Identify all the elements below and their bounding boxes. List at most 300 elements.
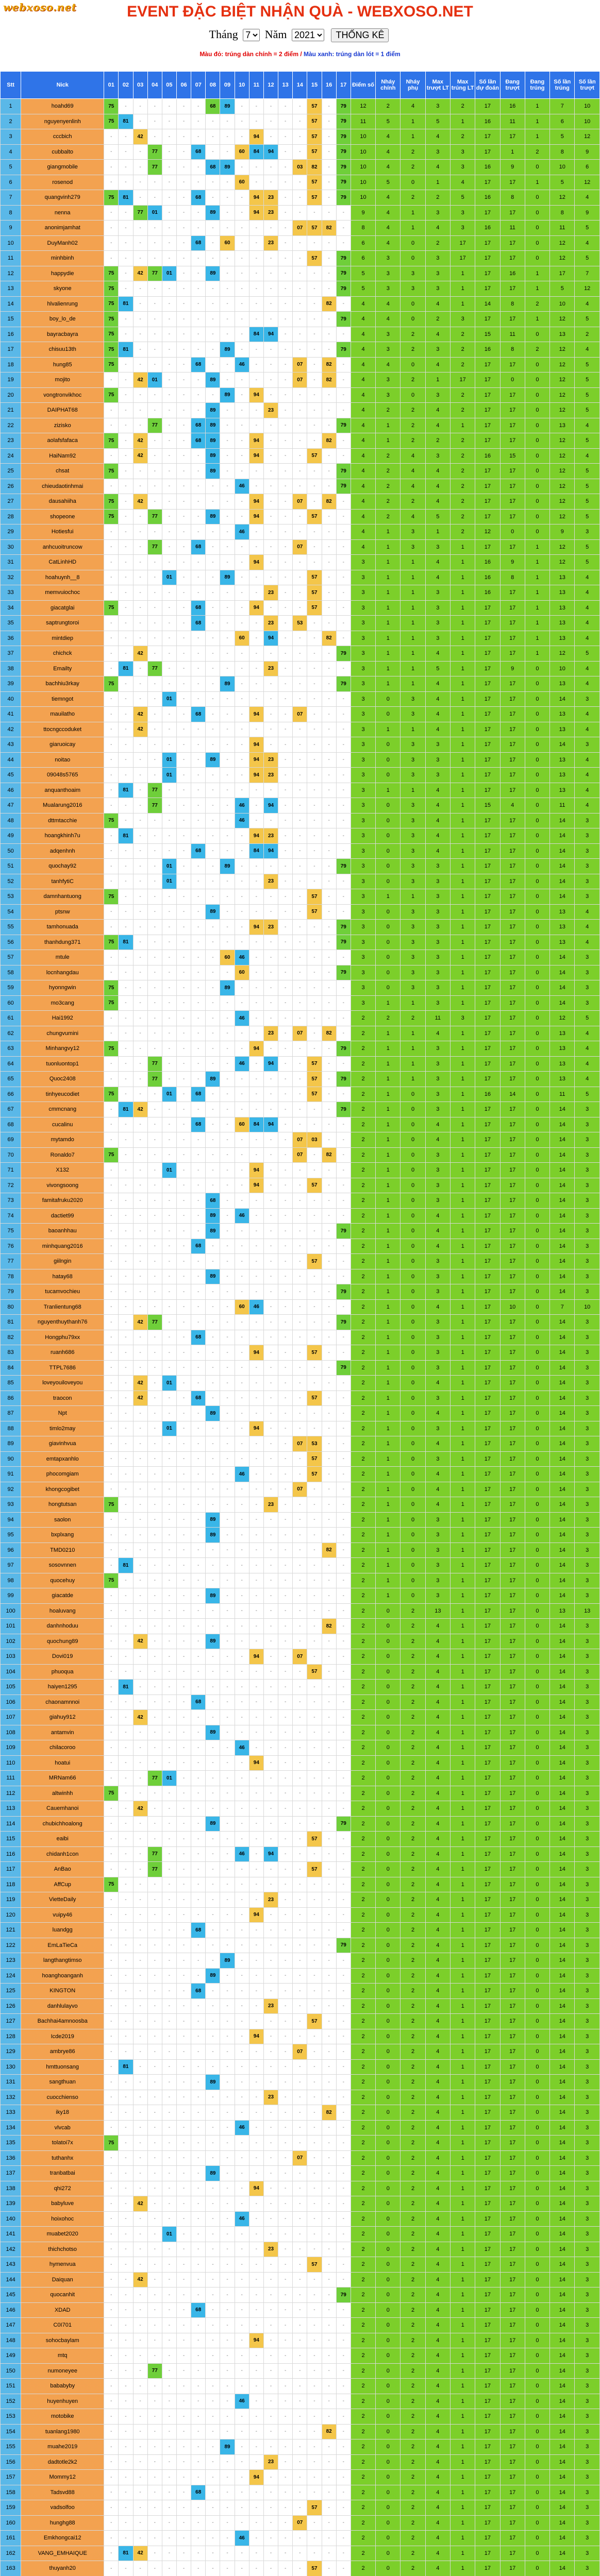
row-nick[interactable]: mtq	[21, 2348, 104, 2364]
row-nick[interactable]: anhcuoitruncow	[21, 539, 104, 555]
miss-cell: -	[307, 1649, 322, 1665]
row-stat: 0	[525, 1771, 549, 1786]
row-nick[interactable]: tinhyeucodiet	[21, 1087, 104, 1102]
row-nick[interactable]: huyenhuyen	[21, 2394, 104, 2409]
row-nick[interactable]: numoneyee	[21, 2363, 104, 2379]
row-nick[interactable]: cuocchienso	[21, 2090, 104, 2105]
row-nick[interactable]: altwinhh	[21, 1786, 104, 1801]
row-nick[interactable]: boy_lo_de	[21, 312, 104, 327]
miss-cell: -	[336, 1588, 351, 1604]
row-nick[interactable]: AffCup	[21, 1877, 104, 1892]
miss-cell: -	[322, 1421, 336, 1436]
row-nick[interactable]: traocon	[21, 1391, 104, 1406]
row-nick[interactable]: tuthanhx	[21, 2150, 104, 2166]
row-nick[interactable]: Npt	[21, 1406, 104, 1421]
row-nick[interactable]: Ronaldo7	[21, 1147, 104, 1163]
row-nick[interactable]: vuipy46	[21, 1907, 104, 1923]
row-nick[interactable]: dausahiiha	[21, 494, 104, 510]
row-nick[interactable]: shopeone	[21, 509, 104, 524]
miss-cell: -	[293, 798, 307, 814]
row-nick[interactable]: ambrye86	[21, 2044, 104, 2060]
row-nick[interactable]: DAIPHAT68	[21, 403, 104, 418]
row-nick[interactable]: mytamdo	[21, 1132, 104, 1148]
hit-cell: 01	[162, 691, 176, 707]
miss-cell: -	[104, 828, 119, 844]
row-nick[interactable]: VANG_EMHAIQUE	[21, 2546, 104, 2561]
row-nick[interactable]: Emkhongcai12	[21, 2531, 104, 2546]
row-nick[interactable]: emtapxanhlo	[21, 1451, 104, 1467]
table-row	[1, 813, 600, 828]
row-nick[interactable]: tucamvochieu	[21, 1284, 104, 1300]
row-nick[interactable]: hunghg88	[21, 2515, 104, 2531]
hit-cell: 57	[307, 251, 322, 266]
miss-cell: -	[191, 1497, 206, 1513]
miss-cell: -	[322, 1680, 336, 1695]
row-stat: 17	[475, 1254, 500, 1269]
row-nick[interactable]: skyone	[21, 281, 104, 297]
row-nick[interactable]: danhlulayvo	[21, 1998, 104, 2014]
row-nick[interactable]: Hotiesfui	[21, 524, 104, 540]
miss-cell: -	[235, 2546, 249, 2561]
row-stat: 3	[575, 813, 600, 828]
row-nick[interactable]: VietteDaily	[21, 1892, 104, 1908]
row-nick[interactable]: chsat	[21, 464, 104, 479]
miss-cell: -	[220, 1755, 235, 1771]
miss-cell: -	[235, 2363, 249, 2379]
row-stat: 2	[351, 1117, 375, 1132]
miss-cell: -	[249, 2257, 263, 2273]
row-stat: 1	[376, 889, 401, 905]
row-nick[interactable]: saolon	[21, 1512, 104, 1528]
row-nick[interactable]: quangvinh279	[21, 190, 104, 206]
row-nick[interactable]: hoaluvang	[21, 1603, 104, 1619]
row-stt: 51	[1, 859, 21, 874]
miss-cell: -	[322, 235, 336, 251]
row-nick[interactable]: giilngin	[21, 1254, 104, 1269]
row-nick[interactable]: giacatde	[21, 1588, 104, 1604]
row-stat: 1	[450, 296, 475, 312]
row-stat: 0	[376, 920, 401, 935]
row-stat: 17	[475, 1345, 500, 1361]
row-nick[interactable]: DuyManh02	[21, 235, 104, 251]
row-stat: 14	[550, 1117, 575, 1132]
miss-cell: -	[191, 904, 206, 920]
miss-cell: -	[176, 2120, 191, 2136]
miss-cell: -	[162, 129, 176, 145]
row-nick[interactable]: hoixohoc	[21, 2211, 104, 2227]
row-nick[interactable]: minhbinh	[21, 251, 104, 266]
row-nick[interactable]: HaiNam92	[21, 448, 104, 464]
row-nick[interactable]: TMD0210	[21, 1543, 104, 1558]
row-nick[interactable]: cucalinu	[21, 1117, 104, 1132]
row-stat: 4	[575, 904, 600, 920]
row-nick[interactable]: qhi272	[21, 2181, 104, 2196]
row-nick[interactable]: chungvumini	[21, 1026, 104, 1041]
row-nick[interactable]: hoanghoanganh	[21, 1968, 104, 1984]
row-stat: 4	[425, 1132, 450, 1148]
row-nick[interactable]: nguyenyenlinh	[21, 114, 104, 129]
miss-cell: -	[104, 874, 119, 889]
row-nick[interactable]: timlo2may	[21, 1421, 104, 1436]
stats-submit-button[interactable]: THỐNG KÊ	[331, 28, 389, 42]
row-nick[interactable]: tranbatbai	[21, 2166, 104, 2181]
row-stat: 2	[351, 1832, 375, 1847]
miss-cell: -	[336, 631, 351, 646]
miss-cell: -	[162, 2485, 176, 2500]
miss-cell: -	[278, 1740, 293, 1756]
row-stat: 2	[525, 144, 549, 160]
row-nick[interactable]: Minhangvy12	[21, 1041, 104, 1057]
row-nick[interactable]: Dovi019	[21, 1649, 104, 1665]
row-nick[interactable]: giangmobile	[21, 160, 104, 175]
table-row	[1, 1923, 600, 1938]
row-nick[interactable]: chubichhoalong	[21, 1816, 104, 1832]
miss-cell: -	[322, 2242, 336, 2257]
miss-cell: -	[220, 828, 235, 844]
row-nick[interactable]: langthangtimso	[21, 1953, 104, 1969]
miss-cell: -	[104, 2546, 119, 2561]
row-nick[interactable]: antamvin	[21, 1725, 104, 1740]
row-stat: 1	[376, 1467, 401, 1482]
row-nick[interactable]: zizisko	[21, 418, 104, 433]
row-nick[interactable]: tanhfytiC	[21, 874, 104, 889]
row-nick[interactable]: vlvcab	[21, 2120, 104, 2136]
row-nick[interactable]: loveyouiloveyou	[21, 1376, 104, 1391]
row-nick[interactable]: phuoqua	[21, 1664, 104, 1680]
row-nick[interactable]: chieudaotinhmai	[21, 479, 104, 494]
row-nick[interactable]: vongtronvikhoc	[21, 387, 104, 403]
row-stat: 11	[500, 327, 525, 342]
row-stat: 2	[351, 1907, 375, 1923]
table-row	[1, 950, 600, 965]
miss-cell: -	[104, 2348, 119, 2364]
row-stat: 17	[475, 1421, 500, 1436]
row-nick[interactable]: quochung89	[21, 1634, 104, 1649]
row-nick[interactable]: ttocngccoduket	[21, 722, 104, 737]
row-stat: 0	[525, 509, 549, 524]
miss-cell: -	[162, 2105, 176, 2121]
row-nick[interactable]: famitafruku2020	[21, 1193, 104, 1209]
miss-cell: -	[293, 144, 307, 160]
miss-cell: -	[147, 190, 162, 206]
miss-cell: -	[147, 1786, 162, 1801]
row-nick[interactable]: KINGTON	[21, 1984, 104, 1999]
row-nick[interactable]: tamhonuada	[21, 920, 104, 935]
row-stat: 0	[500, 372, 525, 388]
miss-cell: -	[176, 1178, 191, 1193]
row-nick[interactable]: Quoc2408	[21, 1072, 104, 1087]
row-stt: 143	[1, 2257, 21, 2273]
row-nick[interactable]: Daiquan	[21, 2272, 104, 2287]
row-nick[interactable]: Mualarung2016	[21, 798, 104, 814]
row-nick[interactable]: giaruoicay	[21, 737, 104, 753]
row-nick[interactable]: bxplxang	[21, 1528, 104, 1543]
miss-cell: -	[307, 1026, 322, 1041]
row-stat: 1	[525, 129, 549, 145]
row-nick[interactable]: thichchotso	[21, 2242, 104, 2257]
miss-cell: -	[191, 2136, 206, 2151]
miss-cell: -	[336, 2211, 351, 2227]
row-nick[interactable]: chisuu13th	[21, 342, 104, 358]
row-stat: 0	[376, 2272, 401, 2287]
miss-cell: -	[235, 843, 249, 859]
table-row	[1, 1573, 600, 1588]
row-nick[interactable]: mtule	[21, 950, 104, 965]
row-nick[interactable]: anquanthoaim	[21, 783, 104, 798]
row-nick[interactable]: haiyen1295	[21, 1680, 104, 1695]
row-nick[interactable]: giavinhvua	[21, 1436, 104, 1452]
row-nick[interactable]: muabet2020	[21, 2227, 104, 2242]
row-nick[interactable]: tiemngot	[21, 691, 104, 707]
row-nick[interactable]: hoangkhinh7u	[21, 828, 104, 844]
row-nick[interactable]: hymenvua	[21, 2257, 104, 2273]
row-nick[interactable]: happydie	[21, 266, 104, 281]
miss-cell: -	[263, 2424, 278, 2439]
row-stat: 0	[525, 1406, 549, 1421]
row-nick[interactable]: dactiet99	[21, 1208, 104, 1224]
row-nick[interactable]: Cauemhanoi	[21, 1801, 104, 1817]
miss-cell: -	[235, 1573, 249, 1588]
miss-cell: -	[249, 312, 263, 327]
row-stat: 3	[575, 1680, 600, 1695]
row-nick[interactable]: saptrungtoroi	[21, 616, 104, 631]
row-stat: 2	[351, 2211, 375, 2227]
row-nick[interactable]: hatay68	[21, 1269, 104, 1284]
row-nick[interactable]: mauilatho	[21, 707, 104, 722]
row-nick[interactable]: adqenhnh	[21, 843, 104, 859]
row-nick[interactable]: tolatoi7x	[21, 2136, 104, 2151]
row-nick[interactable]: aolafsfafaca	[21, 433, 104, 449]
hit-cell: 68	[191, 1117, 206, 1132]
row-nick[interactable]: EmLaTieCa	[21, 1938, 104, 1953]
row-stt: 122	[1, 1938, 21, 1953]
row-stat: 12	[550, 357, 575, 372]
miss-cell: -	[162, 1072, 176, 1087]
miss-cell: -	[133, 555, 147, 570]
miss-cell: -	[336, 1208, 351, 1224]
row-nick[interactable]: cmmcnang	[21, 1102, 104, 1117]
row-stat: 14	[550, 1512, 575, 1528]
row-nick[interactable]: hoatui	[21, 1755, 104, 1771]
row-nick[interactable]: rosenod	[21, 175, 104, 190]
row-nick[interactable]: minhquang2016	[21, 1239, 104, 1254]
hit-cell: 79	[336, 144, 351, 160]
miss-cell: -	[162, 1680, 176, 1695]
row-nick[interactable]: thuyanh20	[21, 2561, 104, 2576]
row-stat: 11	[500, 221, 525, 236]
row-nick[interactable]: Mommy12	[21, 2470, 104, 2485]
row-stat: 13	[550, 600, 575, 616]
hit-cell: 42	[133, 129, 147, 145]
row-stat: 11	[351, 114, 375, 129]
row-nick[interactable]: iky18	[21, 2105, 104, 2121]
row-stat: 2	[351, 1877, 375, 1892]
row-stat: 17	[475, 2227, 500, 2242]
row-stat: 0	[401, 1178, 425, 1193]
row-nick[interactable]: Hongphu79xx	[21, 1330, 104, 1345]
miss-cell: -	[119, 965, 133, 980]
row-stat: 17	[475, 783, 500, 798]
row-nick[interactable]: anonimjamhat	[21, 221, 104, 236]
row-nick[interactable]: Tranlientung68	[21, 1299, 104, 1315]
row-nick[interactable]: nguyenthuythanh76	[21, 1315, 104, 1330]
miss-cell: -	[220, 2166, 235, 2181]
miss-cell: -	[104, 1558, 119, 1573]
miss-cell: -	[249, 1984, 263, 1999]
row-nick[interactable]: dadtotle2k2	[21, 2454, 104, 2470]
row-nick[interactable]: khongcogibet	[21, 1482, 104, 1497]
hit-cell: 94	[249, 129, 263, 145]
row-stt: 86	[1, 1391, 21, 1406]
month-select[interactable]	[243, 29, 260, 41]
row-nick[interactable]: memvuiochoc	[21, 585, 104, 601]
miss-cell: -	[119, 2272, 133, 2287]
row-nick[interactable]: chilacoroo	[21, 1740, 104, 1756]
row-nick[interactable]: mojito	[21, 372, 104, 388]
miss-cell: -	[249, 1771, 263, 1786]
hit-cell: 89	[206, 1224, 220, 1239]
row-stat: 1	[450, 1193, 475, 1209]
row-nick[interactable]: sosovnnen	[21, 1558, 104, 1573]
row-nick[interactable]: giahuy912	[21, 1710, 104, 1725]
row-nick[interactable]: XDAD	[21, 2302, 104, 2318]
row-nick[interactable]: tuanlang1980	[21, 2424, 104, 2439]
row-nick[interactable]: hyonngwin	[21, 980, 104, 996]
row-nick[interactable]: eaibi	[21, 1832, 104, 1847]
row-nick[interactable]: ptsnw	[21, 904, 104, 920]
row-nick[interactable]: Icde2019	[21, 2029, 104, 2044]
row-nick[interactable]: nenna	[21, 205, 104, 221]
miss-cell: -	[220, 722, 235, 737]
row-stat: 11	[550, 221, 575, 236]
row-stat: 17	[475, 1224, 500, 1239]
row-nick[interactable]: Bachhai4amnoosba	[21, 2014, 104, 2029]
miss-cell: -	[191, 920, 206, 935]
row-nick[interactable]: muahe2019	[21, 2439, 104, 2455]
row-nick[interactable]: thanhdung371	[21, 935, 104, 950]
row-nick[interactable]: mo3cang	[21, 995, 104, 1011]
row-stat: 1	[401, 995, 425, 1011]
hit-cell: 94	[249, 2333, 263, 2348]
row-nick[interactable]: vadsolfoo	[21, 2500, 104, 2516]
row-nick[interactable]: giacatglai	[21, 600, 104, 616]
row-nick[interactable]: ruanh686	[21, 1345, 104, 1361]
row-stat: 0	[525, 1132, 549, 1148]
row-nick[interactable]: Tadsvd88	[21, 2485, 104, 2500]
row-nick[interactable]: cubbalto	[21, 144, 104, 160]
hit-cell: 46	[235, 813, 249, 828]
miss-cell: -	[278, 144, 293, 160]
row-nick[interactable]: sohocbaylam	[21, 2333, 104, 2348]
row-stat: 17	[500, 1011, 525, 1026]
row-nick[interactable]: C0I701	[21, 2318, 104, 2333]
row-stat: 0	[525, 1694, 549, 1710]
miss-cell: -	[293, 1543, 307, 1558]
row-stat: 17	[475, 980, 500, 996]
hit-cell: 75	[104, 1877, 119, 1892]
miss-cell: -	[191, 403, 206, 418]
row-stat: 2	[351, 2424, 375, 2439]
row-nick[interactable]: dttmtacchie	[21, 813, 104, 828]
row-nick[interactable]: locnhangdau	[21, 965, 104, 980]
row-nick[interactable]: tuonluontop1	[21, 1056, 104, 1072]
row-nick[interactable]: X132	[21, 1163, 104, 1178]
row-nick[interactable]: phocomgiam	[21, 1467, 104, 1482]
row-nick[interactable]: baoanhhau	[21, 1224, 104, 1239]
row-nick[interactable]: hlvalienrung	[21, 296, 104, 312]
miss-cell: -	[249, 798, 263, 814]
row-nick[interactable]: noitao	[21, 752, 104, 768]
site-logo[interactable]: webxoso.net	[3, 1, 77, 13]
row-nick[interactable]: chidanh1con	[21, 1846, 104, 1862]
row-nick[interactable]: Emailty	[21, 661, 104, 676]
row-nick[interactable]: luandgg	[21, 1923, 104, 1938]
row-nick[interactable]: motobike	[21, 2409, 104, 2425]
row-stat: 2	[450, 99, 475, 114]
row-stt: 88	[1, 1421, 21, 1436]
table-row	[1, 2287, 600, 2303]
hit-cell: 79	[336, 1224, 351, 1239]
row-stat: 3	[376, 372, 401, 388]
row-nick[interactable]: hoahuynh__8	[21, 570, 104, 585]
row-nick[interactable]: CatLinhHD	[21, 555, 104, 570]
table-row	[1, 965, 600, 980]
row-nick[interactable]: Hai1992	[21, 1011, 104, 1026]
row-nick[interactable]: quocehuy	[21, 1573, 104, 1588]
row-nick[interactable]: bayracbayra	[21, 327, 104, 342]
row-nick[interactable]: hoahd69	[21, 99, 104, 114]
row-stat: 0	[376, 2379, 401, 2394]
row-nick[interactable]: vivongsoong	[21, 1178, 104, 1193]
miss-cell: -	[191, 889, 206, 905]
row-nick[interactable]: damnhantuong	[21, 889, 104, 905]
row-nick[interactable]: cccbich	[21, 129, 104, 145]
row-nick[interactable]: AnBao	[21, 1862, 104, 1877]
row-nick[interactable]: bachhiu3rkay	[21, 676, 104, 692]
row-nick[interactable]: hung85	[21, 357, 104, 372]
row-nick[interactable]: sangthuan	[21, 2075, 104, 2090]
miss-cell: -	[278, 768, 293, 783]
miss-cell: -	[162, 1132, 176, 1148]
miss-cell: -	[133, 1072, 147, 1087]
row-nick[interactable]: 09048s5765	[21, 768, 104, 783]
row-nick[interactable]: MRNam66	[21, 1771, 104, 1786]
row-nick[interactable]: hongtutsan	[21, 1497, 104, 1513]
miss-cell: -	[322, 646, 336, 662]
miss-cell: -	[104, 2166, 119, 2181]
row-nick[interactable]: quochay92	[21, 859, 104, 874]
row-nick[interactable]: mintdiep	[21, 631, 104, 646]
row-nick[interactable]: TTPL7686	[21, 1360, 104, 1376]
row-nick[interactable]: quocanhit	[21, 2287, 104, 2303]
miss-cell: -	[133, 1558, 147, 1573]
miss-cell: -	[278, 2105, 293, 2121]
row-nick[interactable]: chaonamnnoi	[21, 1694, 104, 1710]
hit-cell: 81	[119, 935, 133, 950]
row-stat: 3	[425, 859, 450, 874]
miss-cell: -	[162, 2379, 176, 2394]
row-stat: 8	[351, 221, 375, 236]
year-select[interactable]	[292, 29, 324, 41]
row-nick[interactable]: babyluve	[21, 2196, 104, 2212]
row-stt: 149	[1, 2348, 21, 2364]
row-nick[interactable]: danhnhoduu	[21, 1619, 104, 1634]
row-nick[interactable]: hmttuonsang	[21, 2059, 104, 2075]
row-nick[interactable]: bababyby	[21, 2379, 104, 2394]
row-nick[interactable]: chichck	[21, 646, 104, 662]
row-stat: 14	[550, 1467, 575, 1482]
row-stat: 4	[351, 509, 375, 524]
